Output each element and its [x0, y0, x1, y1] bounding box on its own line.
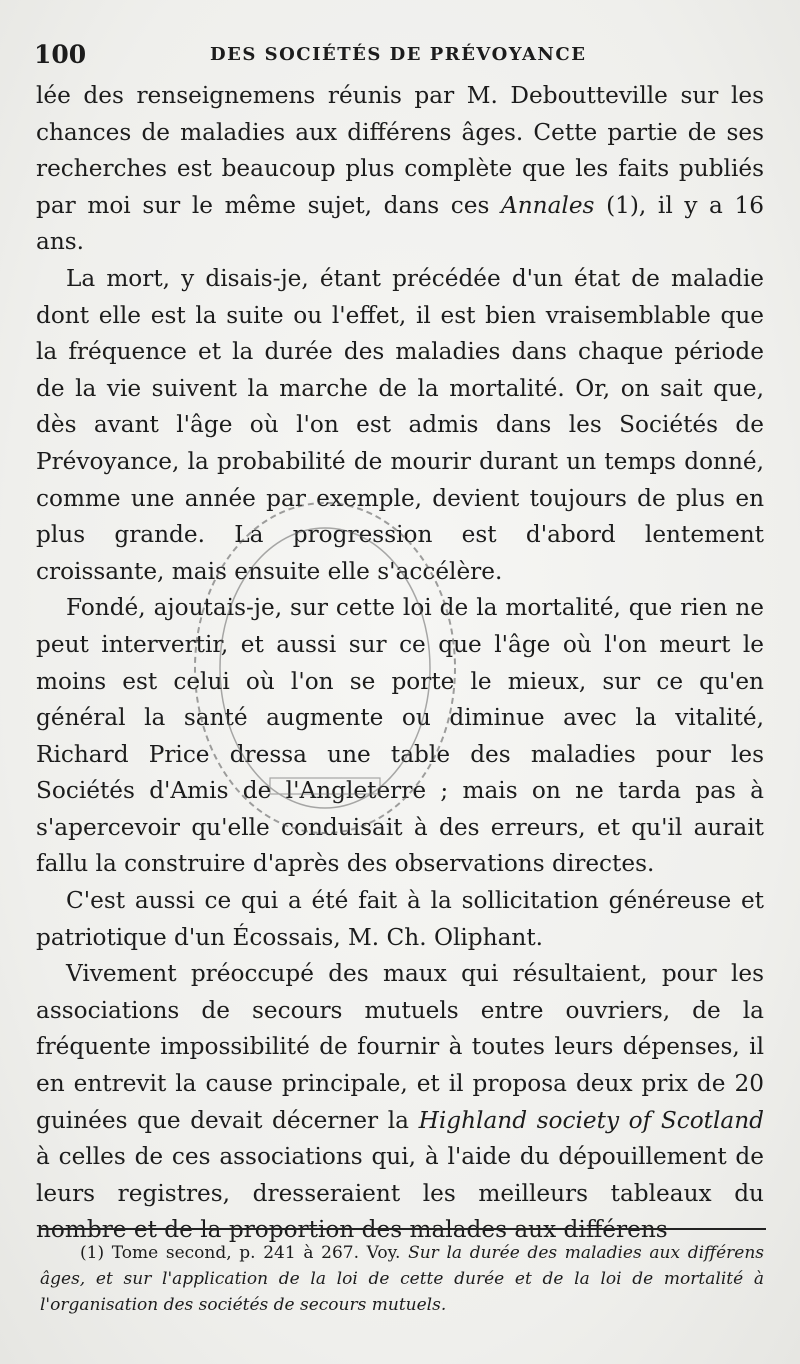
- paragraph-1-text-a: lée des renseignemens réunis par M. Deboutteville sur les chances de maladies aux différens âges. Cette partie de ses recherches est beaucoup plus complète que les faits publiés par moi sur le même sujet, dans ces: [36, 82, 764, 219]
- main-text: [36, 78, 764, 1249]
- page-number: 100: [34, 40, 87, 69]
- paragraph-5-text-b: à celles de ces associations qui, à l'aide du dépouillement de leurs registres, dresseraient les meilleurs tableaux du nombre et de la proportion des malades aux différens: [36, 1143, 764, 1244]
- paragraph-3: Fondé, ajoutais-je, sur cette loi de la mortalité, que rien ne peut intervertir, et aussi sur ce que l'âge où l'on meurt le moins est celui où l'on se porte le mieux, sur ce qu'en général la santé augmente ou diminue avec la vitalité, Richard Price dressa une table des maladies pour les Sociétés d'Amis de l'Angleterre ; mais on ne tarda pas à s'apercevoir qu'elle conduisait à des erreurs, et qu'il aurait fallu la construire d'après des observations directes.: [36, 594, 764, 878]
- paragraph-5: [36, 956, 764, 1249]
- paragraph-1-text-b: (1), il y a 16 ans.: [36, 191, 764, 256]
- footnote-rule: [40, 1228, 766, 1230]
- footnote: [40, 1240, 764, 1318]
- paragraph-2: La mort, y disais-je, étant précédée d'un état de maladie dont elle est la suite ou l'effet, il est bien vraisemblable que la fréquence et la durée des maladies dans chaque période de la vie suivent la marche de la mortalité. Or, on sait que, dès avant l'âge où l'on est admis dans les Sociétés de Prévoyance, la probabilité de mourir durant un temps donné, comme une année par exemple, devient toujours de plus en plus grande. La progression est d'abord lentement croissante, mais ensuite elle s'accélère.: [36, 264, 764, 585]
- footnote-text: [40, 1240, 764, 1318]
- footnote-text-a: (1) Tome second, p. 241 à 267. Voy.: [80, 1243, 409, 1263]
- paragraph-4: C'est aussi ce qui a été fait à la sollicitation généreuse et patriotique d'un Écossais, M. Ch. Oliphant.: [36, 887, 764, 951]
- paragraph-1: [36, 78, 764, 261]
- paragraph-5-text-a: Vivement préoccupé des maux qui résultaient, pour les associations de secours mutuels entre ouvriers, de la fréquente impossibilité de fournir à toutes leurs dépenses, il en entrevit la cause principale, et il proposa deux prix de 20 guinées que devait décerner la: [36, 960, 764, 1134]
- page-header: [30, 40, 770, 76]
- running-title: DES SOCIÉTÉS DE PRÉVOYANCE: [210, 44, 587, 65]
- footnote-italic: Sur la durée des maladies aux différens âges, et sur l'application de la loi de cette durée et de la loi de mortalité à l'organisation des sociétés de secours mutuels.: [40, 1243, 764, 1315]
- annales-italic: Annales: [500, 191, 595, 219]
- society-name-italic: Highland society of Scotland: [418, 1106, 764, 1134]
